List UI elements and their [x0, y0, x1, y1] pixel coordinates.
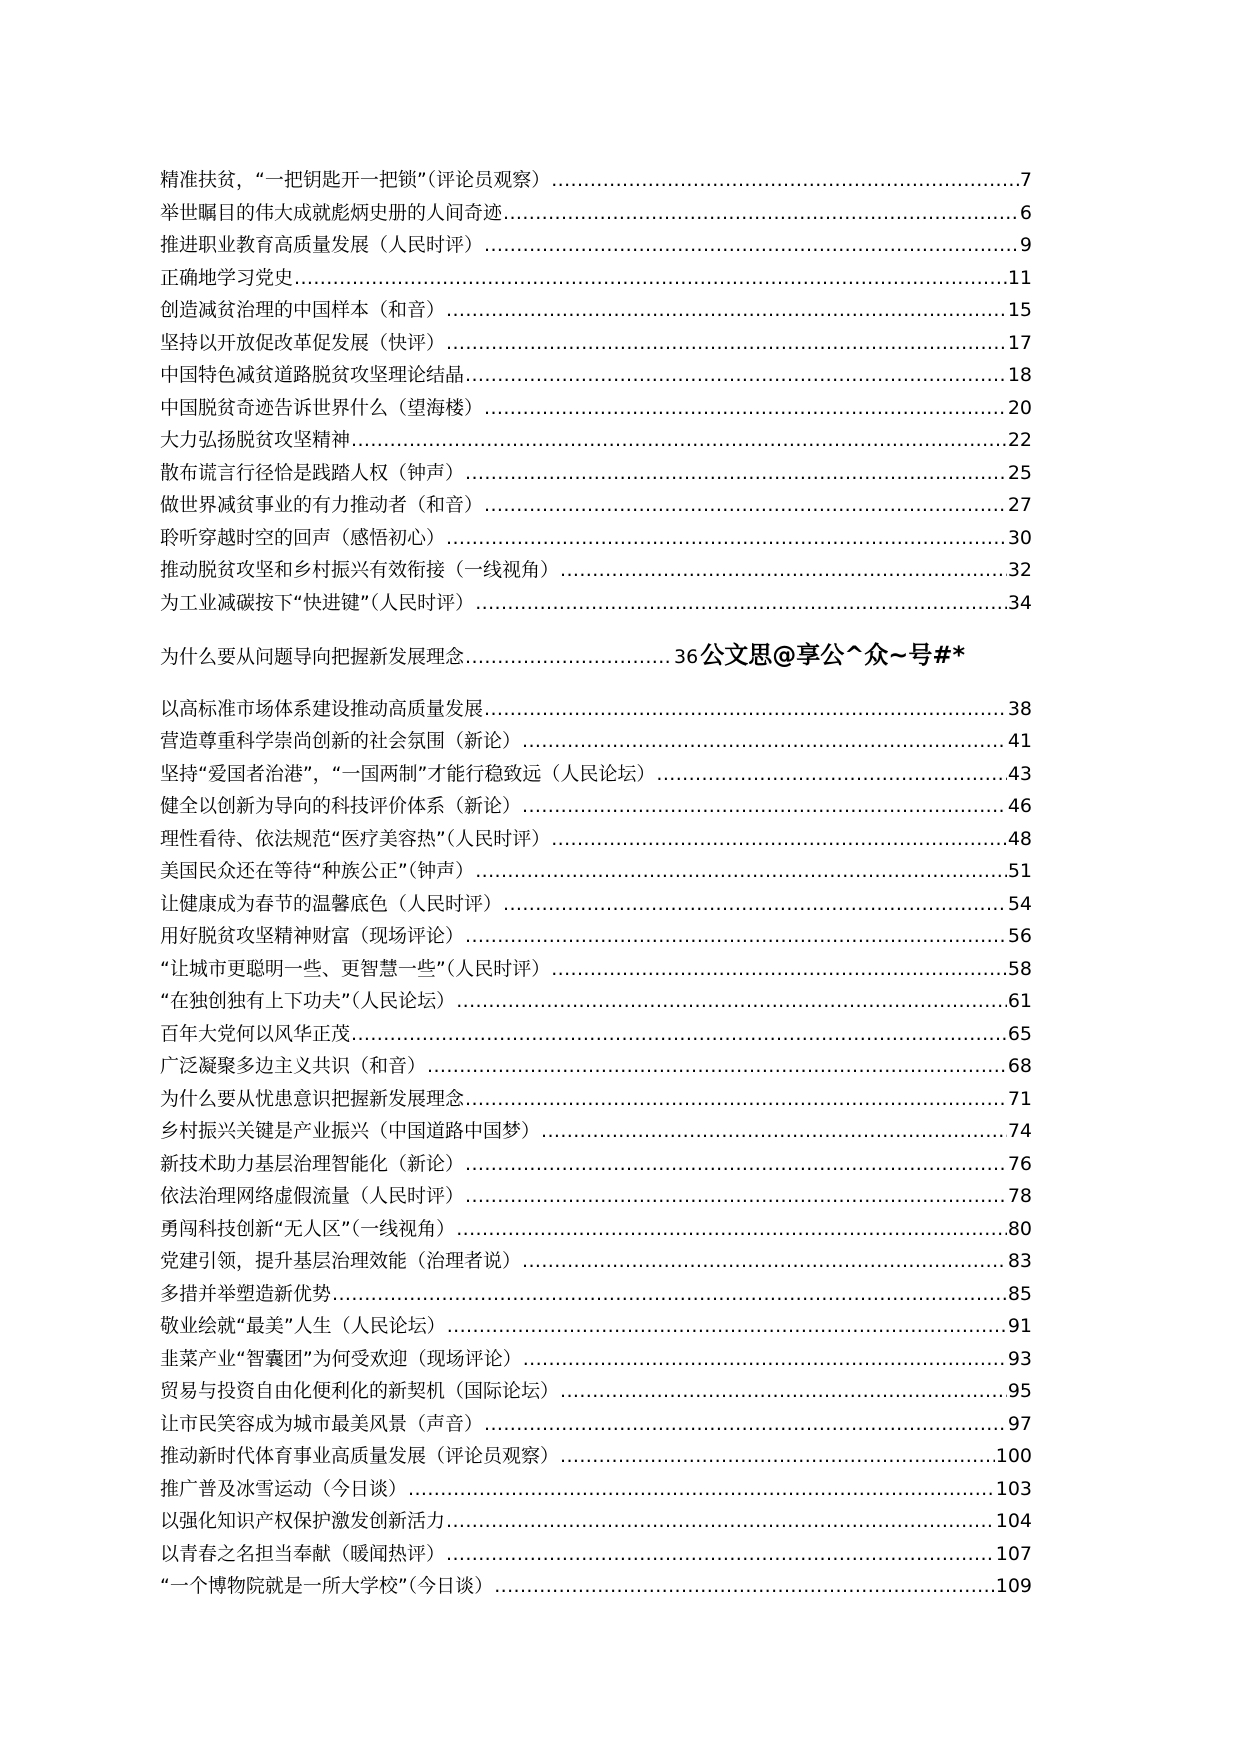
toc-entry[interactable] [160, 489, 1032, 522]
toc-dot-leader [551, 164, 1019, 197]
toc-entry[interactable] [160, 920, 1032, 953]
toc-dot-leader [503, 197, 1019, 230]
toc-entry[interactable] [160, 457, 1032, 490]
toc-page-number: 85 [1007, 1282, 1032, 1305]
toc-page-number: 95 [1007, 1380, 1032, 1402]
toc-page-number: 104 [995, 1510, 1032, 1532]
toc-page-number: 9 [1019, 234, 1032, 256]
toc-entry-title: 大力弘扬脱贫攻坚精神 [160, 429, 351, 451]
toc-entry[interactable] [160, 1440, 1032, 1473]
toc-entry-title: 为什么要从问题导向把握新发展理念 [160, 646, 465, 668]
toc-dot-leader [465, 457, 1007, 490]
toc-page-number: 78 [1007, 1185, 1032, 1207]
toc-entry-title: 党建引领，提升基层治理效能（治理者说） [160, 1250, 522, 1272]
toc-page-number: 68 [1007, 1055, 1032, 1077]
toc-dot-leader [560, 1440, 995, 1473]
toc-dot-leader [541, 1115, 1007, 1148]
toc-dot-leader [294, 262, 1007, 295]
toc-entry-title: 散布谎言行径恰是践踏人权（钟声） [160, 461, 465, 484]
toc-entry-title: “让城市更聪明一些、更智慧一些”（人民时评） [160, 957, 551, 980]
toc-dot-leader [560, 1375, 1007, 1408]
toc-page-number: 109 [995, 1575, 1032, 1597]
toc-entry-title: 多措并举塑造新优势 [160, 1282, 332, 1305]
toc-dot-leader [475, 587, 1007, 620]
toc-page-number: 18 [1007, 364, 1032, 386]
toc-page-number: 34 [1007, 591, 1032, 614]
toc-dot-leader [522, 1245, 1007, 1278]
toc-entry[interactable] [160, 1148, 1032, 1181]
toc-entry[interactable] [160, 855, 1032, 888]
toc-page-number: 56 [1007, 925, 1032, 947]
toc-dot-leader [551, 823, 1007, 856]
toc-page-number: 103 [995, 1477, 1032, 1500]
toc-entry[interactable] [160, 693, 1032, 726]
toc-entry[interactable] [160, 888, 1032, 921]
toc-entry-with-watermark[interactable] [160, 639, 1032, 672]
toc-entry[interactable] [160, 1570, 1032, 1603]
toc-page-number: 48 [1007, 827, 1032, 850]
toc-dot-leader [484, 1408, 1007, 1441]
toc-entry-title: 聆听穿越时空的回声（感悟初心） [160, 526, 446, 549]
toc-entry[interactable] [160, 327, 1032, 360]
toc-entry-title: 以青春之名担当奉献（暖闻热评） [160, 1542, 446, 1565]
toc-entry-title: 推广普及冰雪运动（今日谈） [160, 1477, 408, 1500]
toc-dot-leader [427, 1050, 1007, 1083]
toc-page-number: 17 [1007, 331, 1032, 354]
toc-entry[interactable] [160, 1538, 1032, 1571]
toc-entry-title: 乡村振兴关键是产业振兴（中国道路中国梦） [160, 1120, 541, 1142]
toc-entry[interactable] [160, 790, 1032, 823]
toc-entry-title: 创造减贫治理的中国样本（和音） [160, 299, 446, 321]
toc-entry[interactable] [160, 758, 1032, 791]
toc-entry-title: 新技术助力基层治理智能化（新论） [160, 1152, 465, 1175]
toc-page-number: 36 [674, 646, 699, 668]
toc-page-number: 22 [1007, 429, 1032, 451]
toc-dot-leader [494, 1570, 995, 1603]
toc-dot-leader [465, 641, 673, 672]
toc-entry-title: 以强化知识产权保护激发创新活力 [160, 1510, 446, 1532]
toc-entry-title: 让健康成为春节的温馨底色（人民时评） [160, 892, 503, 915]
toc-dot-leader [484, 489, 1007, 522]
toc-dot-leader [560, 554, 1007, 587]
toc-dot-leader [351, 1018, 1007, 1051]
toc-entry[interactable] [160, 1245, 1032, 1278]
toc-entry-title: 推进职业教育高质量发展（人民时评） [160, 234, 484, 256]
toc-entry[interactable] [160, 1505, 1032, 1538]
toc-entry[interactable] [160, 164, 1032, 197]
toc-entry[interactable] [160, 1115, 1032, 1148]
toc-entry[interactable] [160, 522, 1032, 555]
toc-dot-leader [522, 725, 1007, 758]
toc-entry[interactable] [160, 1278, 1032, 1311]
toc-entry[interactable] [160, 1213, 1032, 1246]
toc-entry[interactable] [160, 1083, 1032, 1116]
toc-dot-leader [446, 1505, 995, 1538]
toc-dot-leader [351, 424, 1007, 457]
toc-entry-title: 举世瞩目的伟大成就彪炳史册的人间奇迹 [160, 201, 503, 224]
toc-dot-leader [446, 522, 1007, 555]
toc-page-number: 65 [1007, 1022, 1032, 1045]
toc-entry-title: 为工业减碳按下“快进键”（人民时评） [160, 591, 475, 614]
toc-entry[interactable] [160, 554, 1032, 587]
toc-entry-title: “在独创独有上下功夫”（人民论坛） [160, 990, 456, 1012]
toc-dot-leader [475, 855, 1007, 888]
toc-page-number: 100 [995, 1445, 1032, 1467]
toc-dot-leader [465, 1148, 1007, 1181]
toc-page-number: 51 [1007, 860, 1032, 882]
toc-page-number: 76 [1007, 1152, 1032, 1175]
toc-entry[interactable] [160, 1408, 1032, 1441]
toc-dot-leader [522, 790, 1007, 823]
toc-entry[interactable] [160, 359, 1032, 392]
toc-entry-title: 做世界减贫事业的有力推动者（和音） [160, 494, 484, 516]
toc-page-number: 25 [1007, 461, 1032, 484]
toc-dot-leader [465, 359, 1007, 392]
toc-entry-title: “一个博物院就是一所大学校”（今日谈） [160, 1575, 494, 1597]
toc-entry[interactable] [160, 985, 1032, 1018]
toc-page-number: 83 [1007, 1250, 1032, 1272]
toc-entry[interactable] [160, 1180, 1032, 1213]
toc-entry[interactable] [160, 823, 1032, 856]
toc-page-number: 107 [995, 1542, 1032, 1565]
toc-dot-leader [446, 1538, 995, 1571]
toc-dot-leader [551, 953, 1007, 986]
toc-page-number: 80 [1007, 1217, 1032, 1240]
toc-page-number: 11 [1007, 266, 1032, 289]
table-of-contents [160, 164, 1032, 1603]
toc-dot-leader [523, 1343, 1007, 1376]
toc-entry-title: 以高标准市场体系建设推动高质量发展 [160, 697, 484, 720]
toc-page-number: 20 [1007, 396, 1032, 419]
toc-entry-title: 让市民笑容成为城市最美风景（声音） [160, 1412, 484, 1435]
toc-page-number: 32 [1007, 559, 1032, 581]
toc-entry-title: 依法治理网络虚假流量（人民时评） [160, 1185, 465, 1207]
toc-entry-title: 贸易与投资自由化便利化的新契机（国际论坛） [160, 1380, 560, 1402]
toc-entry[interactable] [160, 262, 1032, 295]
toc-dot-leader [484, 392, 1007, 425]
toc-dot-leader [656, 758, 1006, 791]
toc-page-number: 41 [1007, 730, 1032, 752]
toc-page-number: 46 [1007, 795, 1032, 817]
toc-entry-title: 中国特色减贫道路脱贫攻坚理论结晶 [160, 364, 465, 386]
toc-entry-title: 坚持以开放促改革促发展（快评） [160, 331, 446, 354]
toc-entry-title: 美国民众还在等待“种族公正”（钟声） [160, 860, 475, 882]
toc-entry-title: 勇闯科技创新“无人区”（一线视角） [160, 1217, 456, 1240]
toc-page-number: 74 [1007, 1120, 1032, 1142]
toc-entry[interactable] [160, 725, 1032, 758]
toc-entry-title: 百年大党何以风华正茂 [160, 1022, 351, 1045]
toc-entry-title: 韭菜产业“智囊团”为何受欢迎（现场评论） [160, 1347, 522, 1370]
toc-entry-title: 健全以创新为导向的科技评价体系（新论） [160, 795, 522, 817]
toc-entry[interactable] [160, 953, 1032, 986]
watermark-text: 公文思@享公^众~号#* [700, 641, 966, 669]
toc-entry[interactable] [160, 424, 1032, 457]
toc-entry[interactable] [160, 587, 1032, 620]
toc-dot-leader [456, 1213, 1007, 1246]
toc-page-number: 38 [1007, 697, 1032, 720]
toc-page-number: 61 [1007, 990, 1032, 1012]
toc-dot-leader [503, 888, 1007, 921]
toc-dot-leader [465, 920, 1007, 953]
toc-entry[interactable] [160, 294, 1032, 327]
toc-page-number: 97 [1007, 1412, 1032, 1435]
toc-entry-title: 理性看待、依法规范“医疗美容热”（人民时评） [160, 827, 551, 850]
toc-page-number: 27 [1007, 494, 1032, 516]
toc-page-number: 6 [1019, 201, 1032, 224]
toc-dot-leader [408, 1473, 995, 1506]
toc-dot-leader [465, 1180, 1007, 1213]
toc-entry[interactable] [160, 1018, 1032, 1051]
toc-entry[interactable] [160, 1375, 1032, 1408]
toc-dot-leader [456, 985, 1007, 1018]
toc-entry[interactable] [160, 197, 1032, 230]
toc-entry[interactable] [160, 392, 1032, 425]
toc-entry[interactable] [160, 1473, 1032, 1506]
toc-page-number: 71 [1007, 1087, 1032, 1110]
toc-entry-title: 广泛凝聚多边主义共识（和音） [160, 1055, 427, 1077]
toc-page-number: 93 [1007, 1347, 1032, 1370]
toc-entry-title: 正确地学习党史 [160, 266, 294, 289]
toc-dot-leader [484, 229, 1019, 262]
toc-entry[interactable] [160, 229, 1032, 262]
toc-dot-leader [465, 1083, 1007, 1116]
toc-dot-leader [447, 1310, 1007, 1343]
toc-dot-leader [332, 1278, 1007, 1311]
toc-entry[interactable] [160, 1310, 1032, 1343]
toc-entry[interactable] [160, 1343, 1032, 1376]
toc-entry-title: 推动新时代体育事业高质量发展（评论员观察） [160, 1445, 560, 1467]
toc-dot-leader [446, 294, 1007, 327]
toc-page-number: 54 [1007, 892, 1032, 915]
toc-entry-title: 为什么要从忧患意识把握新发展理念 [160, 1087, 465, 1110]
toc-page-number: 43 [1007, 762, 1032, 785]
toc-dot-leader [484, 693, 1007, 726]
toc-entry-title: 敬业绘就“最美”人生（人民论坛） [160, 1315, 446, 1337]
toc-page-number: 30 [1007, 526, 1032, 549]
toc-page-number: 58 [1007, 957, 1032, 980]
toc-entry-title: 中国脱贫奇迹告诉世界什么（望海楼） [160, 396, 484, 419]
toc-page-number: 91 [1007, 1315, 1032, 1337]
toc-dot-leader [446, 327, 1007, 360]
toc-page-number: 15 [1007, 299, 1032, 321]
toc-entry-title: 精准扶贫，“一把钥匙开一把锁”（评论员观察） [160, 169, 551, 191]
toc-entry-title: 坚持“爱国者治港”，“一国两制”才能行稳致远（人民论坛） [160, 762, 656, 785]
toc-entry-title: 营造尊重科学崇尚创新的社会氛围（新论） [160, 730, 522, 752]
toc-entry-title: 用好脱贫攻坚精神财富（现场评论） [160, 925, 465, 947]
toc-entry[interactable] [160, 1050, 1032, 1083]
toc-page-number: 7 [1019, 169, 1032, 191]
toc-entry-title: 推动脱贫攻坚和乡村振兴有效衔接（一线视角） [160, 559, 560, 581]
